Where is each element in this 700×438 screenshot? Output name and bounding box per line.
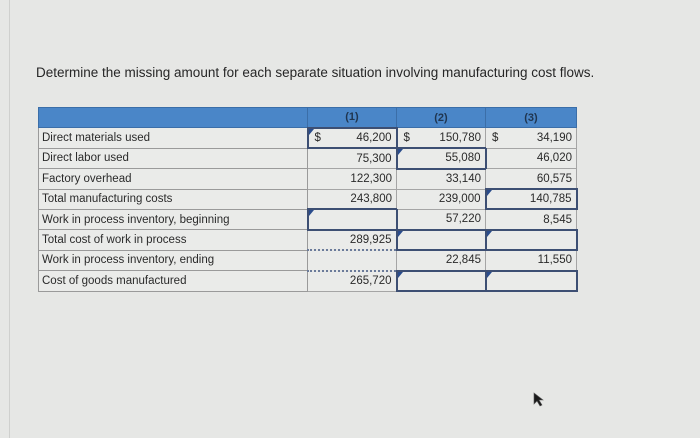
input-total-cost-wip-2[interactable]	[397, 230, 486, 250]
cell-cogm-1: 265,720	[308, 271, 397, 291]
row-label-total-cost-wip: Total cost of work in process	[39, 230, 308, 250]
row-label-direct-materials: Direct materials used	[39, 128, 308, 148]
row-label-total-manufacturing-costs: Total manufacturing costs	[39, 189, 308, 209]
dollar-sign: $	[492, 132, 499, 145]
row-label-factory-overhead: Factory overhead	[39, 169, 308, 189]
cell-factory-overhead-2: 33,140	[397, 169, 486, 189]
input-direct-materials-1[interactable]	[308, 128, 397, 148]
cell-factory-overhead-1: 122,300	[308, 169, 397, 189]
table-row	[39, 271, 577, 291]
input-total-cost-wip-3[interactable]	[486, 230, 577, 250]
dollar-sign: $	[314, 132, 321, 145]
input-total-manufacturing-3[interactable]: 140,785	[486, 189, 577, 209]
cell-total-manufacturing-1: 243,800	[308, 189, 397, 209]
input-cogm-3[interactable]	[486, 271, 577, 291]
cell-wip-ending-3: 11,550	[486, 250, 577, 270]
cell-total-cost-wip-1: 289,925	[308, 230, 397, 250]
cell-direct-labor-1: 75,300	[308, 148, 397, 168]
cell-value: 34,190	[536, 132, 572, 145]
table-row	[39, 148, 577, 168]
table-row	[39, 230, 577, 250]
mouse-pointer-icon	[533, 392, 547, 408]
cell-wip-beginning-2: 57,220	[397, 209, 486, 229]
table-row	[39, 189, 577, 209]
input-cogm-2[interactable]	[397, 271, 486, 291]
table-row	[39, 169, 577, 189]
question-prompt: Determine the missing amount for each separate situation involving manufacturing cost flows.	[36, 65, 595, 80]
manufacturing-cost-table	[38, 107, 578, 292]
table-row	[39, 209, 577, 229]
cell-direct-materials-3	[486, 128, 577, 148]
row-label-cost-goods-manufactured: Cost of goods manufactured	[39, 271, 308, 291]
input-direct-labor-2[interactable]: 55,080	[397, 148, 486, 168]
cell-value: 46,200	[356, 132, 392, 145]
cell-direct-materials-2	[397, 128, 486, 148]
table-row	[39, 128, 577, 148]
table-row	[39, 250, 577, 270]
window-left-edge	[0, 0, 10, 438]
cell-wip-beginning-3: 8,545	[486, 209, 577, 229]
table-header-row	[39, 108, 577, 128]
cell-direct-labor-3: 46,020	[486, 148, 577, 168]
row-label-wip-beginning: Work in process inventory, beginning	[39, 209, 308, 229]
header-situation-3: (3)	[486, 108, 577, 128]
cell-total-manufacturing-2: 239,000	[397, 189, 486, 209]
cell-wip-ending-2: 22,845	[397, 250, 486, 270]
input-wip-ending-1[interactable]	[308, 250, 397, 270]
row-label-direct-labor: Direct labor used	[39, 148, 308, 168]
header-situation-2: (2)	[397, 108, 486, 128]
input-wip-beginning-1[interactable]	[308, 209, 397, 229]
cell-value: 150,780	[439, 131, 481, 144]
dollar-sign: $	[403, 131, 410, 144]
header-label-column	[39, 108, 308, 128]
cell-factory-overhead-3: 60,575	[486, 169, 577, 189]
row-label-wip-ending: Work in process inventory, ending	[39, 250, 308, 270]
header-situation-1: (1)	[308, 108, 397, 128]
